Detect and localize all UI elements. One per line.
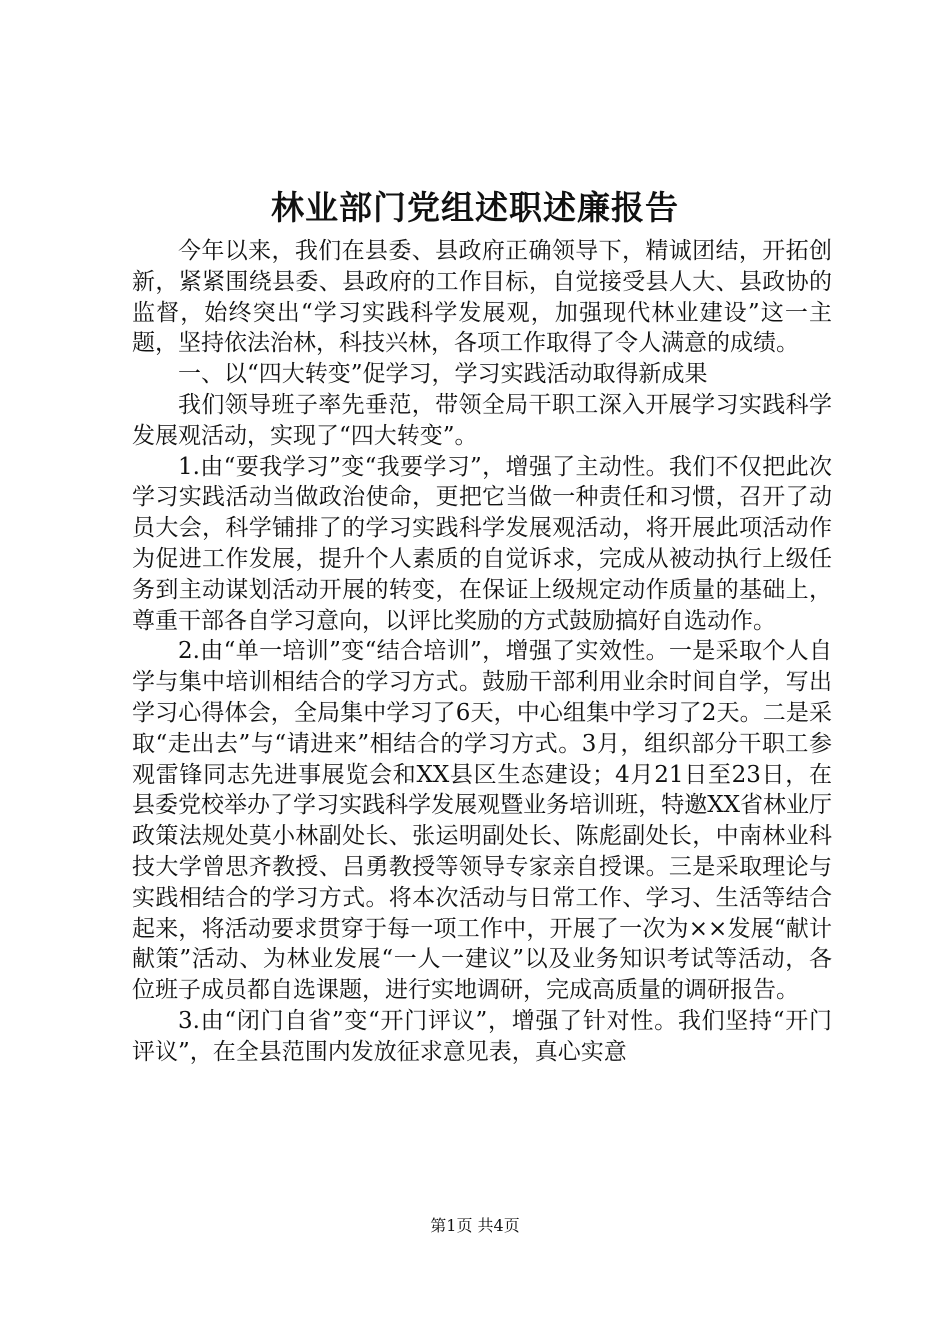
paragraph-point-2: 2.由“单一培训”变“结合培训”，增强了实效性。一是采取个人自学与集中培训相结合的学习方式。鼓励干部利用业余时间自学，写出学习心得体会，全局集中学习了6天，中心组集中学习了2天。二是采取“走出去”与“请进来”相结合的学习方式。3月，组织部分干职工参观雷锋同志先进事展览会和XX县区生态建设；4月21日至23日，在县委党校举办了学习实践科学发展观暨业务培训班，特邀XX省林业厅政策法规处莫小林副处长、张运明副处长、陈彪副处长，中南林业科技大学曾思齐教授、吕勇教授等领导专家亲自授课。三是采取理论与实践相结合的学习方式。将本次活动与日常工作、学习、生活等结合起来，将活动要求贯穿于每一项工作中，开展了一次为××发展“献计献策”活动、为林业发展“一人一建议”以及业务知识考试等活动，各位班子成员都自选课题，进行实地调研，完成高质量的调研报告。 [132, 638, 832, 1004]
paragraph-intro: 今年以来，我们在县委、县政府正确领导下，精诚团结，开拓创新，紧紧围绕县委、县政府的工作目标，自觉接受县人大、县政协的监督，始终突出“学习实践科学发展观，加强现代林业建设”这一主题，坚持依法治林，科技兴林，各项工作取得了令人满意的成绩。 [132, 238, 832, 357]
paragraph-point-1: 1.由“要我学习”变“我要学习”，增强了主动性。我们不仅把此次学习实践活动当做政治使命，更把它当做一种责任和习惯，召开了动员大会，科学铺排了的学习实践科学发展观活动，将开展此项活动作为促进工作发展，提升个人素质的自觉诉求，完成从被动执行上级任务到主动谋划活动开展的转变，在保证上级规定动作质量的基础上，尊重干部各自学习意向，以评比奖励的方式鼓励搞好自选动作。 [132, 453, 832, 634]
paragraph-point-3: 3.由“闭门自省”变“开门评议”，增强了针对性。我们坚持“开门评议”，在全县范围内发放征求意见表，真心实意 [132, 1007, 832, 1065]
paragraph-leadership: 我们领导班子率先垂范，带领全局干职工深入开展学习实践科学发展观活动，实现了“四大转变”。 [132, 391, 832, 449]
document-title: 林业部门党组述职述廉报告 [271, 188, 679, 227]
document-body [132, 236, 832, 1068]
section-heading-1: 一、以“四大转变”促学习，学习实践活动取得新成果 [178, 361, 708, 388]
page-footer: 第1页 共4页 [430, 1216, 520, 1235]
